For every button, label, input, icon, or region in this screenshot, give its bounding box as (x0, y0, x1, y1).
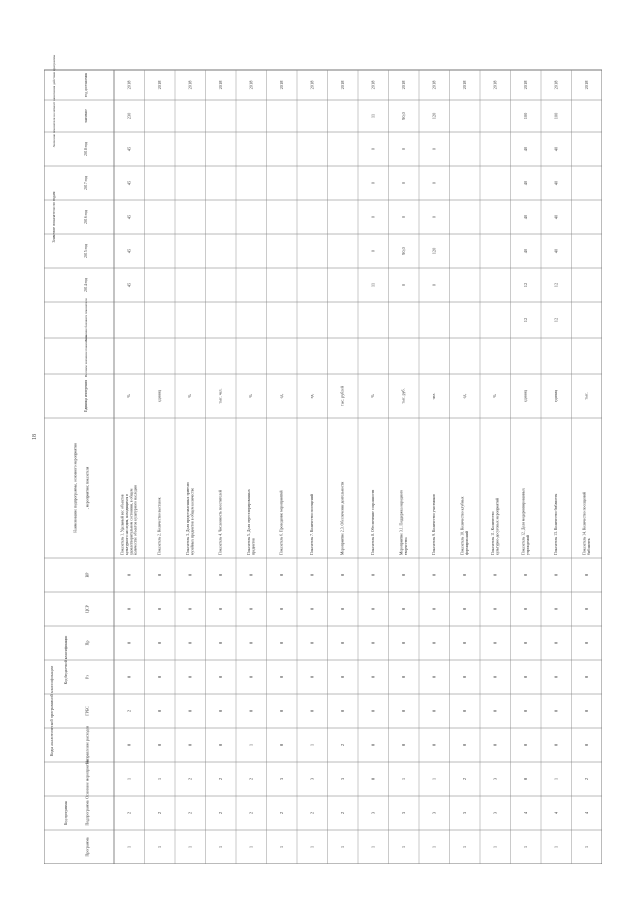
header-code-col: Подпрограмма (84, 800, 90, 826)
code-cell: 0 (583, 743, 589, 747)
code-cell: 0 (431, 709, 437, 713)
indicator-name: Показатель 2. Количество выставок (157, 497, 162, 555)
code-cell: 0 (156, 607, 162, 611)
unit-cell: ед. (309, 393, 315, 399)
code-cell: 1 (156, 845, 162, 849)
header-indicator-name: Наименование подпрограммы, основного мероприятия (73, 443, 78, 533)
code-cell: 3 (309, 777, 315, 781)
base-cell: 12 (522, 317, 528, 323)
indicator-name: Показатель 9. Количество участников (432, 494, 437, 555)
code-cell: 1 (431, 777, 437, 781)
code-cell: 0 (431, 573, 437, 577)
final-year-cell: 2018 (187, 80, 193, 90)
header-final-year: год достижения (83, 72, 88, 98)
final-year-cell: 2018 (461, 80, 467, 90)
indicator-name: удовлетворительном состоянии, в общем (129, 488, 134, 555)
final-year-cell: 2018 (248, 80, 254, 90)
code-cell: 0 (553, 709, 559, 713)
code-cell: 3 (400, 811, 406, 815)
code-cell: 2 (156, 811, 162, 815)
code-cell: 2 (583, 777, 589, 781)
unit-cell: % (248, 394, 254, 398)
code-cell: 1 (431, 845, 437, 849)
code-cell: 3 (492, 777, 498, 781)
final-value-cell: 100 (522, 112, 528, 120)
header-code-col: Рз (84, 675, 90, 679)
final-year-cell: 2018 (339, 80, 345, 90)
code-cell: 0 (461, 675, 467, 679)
year-value-cell: 0 (431, 215, 437, 219)
code-cell: 0 (339, 607, 345, 611)
code-cell: 0 (309, 709, 315, 713)
code-cell: 0 (461, 607, 467, 611)
unit-cell: % (370, 394, 376, 398)
header-code-budget: Код бюджетной классификации (63, 635, 68, 685)
header-values-group: Значение показателя по годам (50, 191, 56, 243)
unit-cell: ед. (461, 393, 467, 399)
code-cell: 0 (370, 777, 376, 781)
final-year-cell: 2018 (431, 80, 437, 90)
code-cell: 0 (187, 709, 193, 713)
year-value-cell: 40 (553, 248, 559, 254)
code-cell: 0 (583, 607, 589, 611)
header-final-value: значение (83, 109, 88, 123)
code-cell: 0 (431, 743, 437, 747)
unit-cell: тыс. рублей (339, 386, 345, 406)
indicator-name: Показатель 4. Численность посетителей (218, 490, 223, 555)
year-value-cell: 40 (522, 214, 528, 220)
code-cell: 0 (278, 743, 284, 747)
indicator-name: Мероприятие 3.1. Поддержка народного (399, 489, 404, 555)
code-cell: 0 (370, 709, 376, 713)
code-cell: 0 (278, 607, 284, 611)
code-cell: 0 (461, 573, 467, 577)
header-year: 2017 год (83, 176, 88, 190)
year-value-cell: 40 (522, 180, 528, 186)
code-cell: 3 (339, 777, 345, 781)
code-cell: 1 (461, 845, 467, 849)
year-value-cell: 45 (126, 214, 132, 220)
year-value-cell: 45 (126, 180, 132, 186)
code-cell: 2 (126, 811, 132, 815)
code-cell: 2 (339, 811, 345, 815)
code-cell: 0 (156, 743, 162, 747)
unit-cell: чел. (431, 392, 437, 400)
code-cell: 0 (553, 743, 559, 747)
code-cell: 0 (492, 709, 498, 713)
header-code-col: ГРБС (84, 706, 90, 716)
final-year-cell: 2018 (278, 80, 284, 90)
code-cell: 1 (309, 743, 315, 747)
code-cell: 0 (217, 709, 223, 713)
final-year-cell: 2018 (583, 80, 589, 90)
code-cell: 1 (583, 845, 589, 849)
code-cell: 1 (400, 845, 406, 849)
code-cell: 0 (370, 573, 376, 577)
header-base: Значение базового показателя (83, 298, 88, 342)
year-value-cell: 0 (370, 147, 376, 151)
final-year-cell: 2018 (492, 80, 498, 90)
code-cell: 0 (339, 709, 345, 713)
code-cell: 1 (553, 777, 559, 781)
code-cell: 0 (217, 607, 223, 611)
code-cell: 0 (553, 641, 559, 645)
year-value-cell: 12 (553, 282, 559, 288)
code-cell: 0 (278, 573, 284, 577)
year-value-cell: 0 (400, 283, 406, 287)
code-cell: 0 (278, 641, 284, 645)
indicator-name: Показатель 10. Количество клубных (460, 496, 465, 555)
code-cell: 0 (126, 607, 132, 611)
code-cell: 0 (370, 641, 376, 645)
indicator-name: библиотек (586, 538, 591, 555)
code-cell: 4 (583, 811, 589, 815)
base-cell: 12 (553, 317, 559, 323)
code-cell: 1 (126, 845, 132, 849)
final-year-cell: 2018 (400, 80, 406, 90)
code-cell: 0 (553, 675, 559, 679)
year-value-cell: 0 (370, 215, 376, 219)
indicator-name: Показатель 8. Обеспечение сохранности (371, 489, 376, 555)
year-value-cell: 0 (400, 147, 406, 151)
code-cell: 0 (156, 641, 162, 645)
code-cell: 1 (370, 845, 376, 849)
code-cell: 0 (492, 607, 498, 611)
year-value-cell: 0 (431, 147, 437, 151)
final-year-cell: 2018 (553, 80, 559, 90)
code-cell: 0 (522, 709, 528, 713)
code-cell: 0 (187, 743, 193, 747)
code-cell: 0 (522, 641, 528, 645)
code-cell: 0 (400, 641, 406, 645)
indicator-name: Показатель 5. Доля отреставрированных (246, 489, 251, 555)
header-unit: Единица измерения (83, 380, 88, 412)
code-cell: 0 (522, 573, 528, 577)
code-cell: 0 (492, 573, 498, 577)
code-cell: 1 (400, 777, 406, 781)
code-cell: 0 (400, 675, 406, 679)
code-cell: 1 (126, 777, 132, 781)
unit-cell: % (187, 394, 193, 398)
header-weight: Весовое значение показателя (83, 334, 88, 378)
code-cell: 0 (126, 675, 132, 679)
indicator-name: Показатель 3. Доля представленных зрителю (185, 482, 190, 555)
code-cell: 0 (309, 675, 315, 679)
unit-cell: единиц (553, 389, 559, 403)
code-cell: 0 (248, 607, 254, 611)
header-year: 2014 год (83, 278, 88, 292)
year-value-cell: 40 (553, 214, 559, 220)
code-cell: 0 (522, 743, 528, 747)
indicator-name: предметов (251, 538, 256, 555)
code-cell: 0 (217, 743, 223, 747)
code-cell: 0 (492, 675, 498, 679)
indicator-name: Показатель 1. Удельный вес объектов (120, 494, 125, 555)
final-value-cell: 230 (126, 112, 132, 120)
code-cell: 0 (461, 709, 467, 713)
code-cell: 0 (309, 607, 315, 611)
code-cell: 2 (217, 777, 223, 781)
code-cell: 2 (278, 811, 284, 815)
indicator-name: Показатель 12. Доля модернизированных (521, 488, 526, 555)
final-year-cell: 2018 (309, 80, 315, 90)
code-cell: 0 (370, 607, 376, 611)
header-code-col: Направление расходов (84, 725, 90, 765)
code-cell: 0 (156, 709, 162, 713)
header-code-col: ВР (84, 572, 90, 578)
year-value-cell: 12 (522, 282, 528, 288)
year-value-cell: 45 (126, 146, 132, 152)
code-cell: 0 (400, 607, 406, 611)
code-cell: 3 (431, 811, 437, 815)
code-cell: 3 (461, 811, 467, 815)
year-value-cell: 45 (126, 248, 132, 254)
indicator-name: Показатель 14. Количество посещений (582, 492, 587, 555)
indicator-name: Показатель 11. Количество (490, 511, 495, 555)
page-number: 18 (32, 434, 38, 440)
header-year: 2016 год (83, 210, 88, 224)
final-value-cell: 120 (431, 112, 437, 120)
code-cell: 0 (431, 675, 437, 679)
code-cell: 0 (492, 641, 498, 645)
final-year-cell: 2018 (370, 80, 376, 90)
unit-cell: ед. (278, 393, 284, 399)
code-cell: 3 (278, 777, 284, 781)
code-cell: 0 (431, 641, 437, 645)
year-value-cell: 40 (522, 146, 528, 152)
code-cell: 2 (187, 777, 193, 781)
header-code-col: Программа (84, 837, 90, 857)
unit-cell: тыс. руб. (400, 388, 406, 404)
header-code-program: Код программы (63, 801, 68, 825)
code-cell: 0 (553, 607, 559, 611)
code-cell: 2 (217, 811, 223, 815)
code-cell: 0 (217, 675, 223, 679)
code-cell: 1 (217, 845, 223, 849)
unit-cell: % (492, 394, 498, 398)
code-cell: 0 (583, 675, 589, 679)
indicator-name: учреждений (525, 535, 530, 555)
code-cell: 0 (431, 607, 437, 611)
code-cell: 1 (553, 845, 559, 849)
indicator-name: музейных предметов в общем количестве (190, 487, 195, 555)
code-cell: 0 (187, 641, 193, 645)
code-cell: 0 (400, 709, 406, 713)
year-value-cell: 0 (431, 283, 437, 287)
unit-cell: тыс. чел. (217, 388, 223, 404)
code-cell: 0 (309, 573, 315, 577)
code-cell: 1 (278, 845, 284, 849)
year-value-cell: 40 (553, 180, 559, 186)
code-cell: 0 (126, 641, 132, 645)
year-value-cell: 0 (400, 181, 406, 185)
rotated-table-sheet (44, 44, 602, 864)
code-cell: 0 (187, 675, 193, 679)
code-cell: 1 (187, 845, 193, 849)
year-value-cell: 0 (431, 181, 437, 185)
final-value-cell: 100 (553, 112, 559, 120)
code-cell: 0 (156, 675, 162, 679)
code-cell: 2 (461, 777, 467, 781)
header-year: 2018 год (83, 142, 88, 156)
code-cell: 0 (339, 573, 345, 577)
final-year-cell: 2018 (156, 80, 162, 90)
indicator-table (44, 44, 602, 864)
final-value-cell: 90,0 (400, 112, 406, 120)
header-final-group: Значение показателя на момент окончания действия программы (51, 54, 56, 148)
code-cell: 0 (492, 743, 498, 747)
code-cell: 0 (461, 743, 467, 747)
code-cell: 3 (492, 811, 498, 815)
code-cell: 0 (522, 675, 528, 679)
indicator-name: творчества (403, 537, 408, 555)
code-cell: 0 (248, 641, 254, 645)
code-cell: 2 (248, 811, 254, 815)
code-cell: 1 (339, 845, 345, 849)
unit-cell: единиц (522, 389, 528, 403)
code-cell: 0 (522, 607, 528, 611)
code-cell: 2 (248, 777, 254, 781)
unit-cell: тыс. (583, 392, 589, 400)
year-value-cell: 90,0 (400, 247, 406, 255)
indicator-name: формирований (464, 531, 469, 555)
year-value-cell: 0 (370, 249, 376, 253)
code-cell: 0 (187, 573, 193, 577)
code-cell: 0 (248, 573, 254, 577)
code-cell: 0 (248, 709, 254, 713)
indicator-name: Показатель 7. Количество посещений (310, 494, 315, 555)
code-cell: 2 (339, 743, 345, 747)
code-cell: 0 (278, 709, 284, 713)
code-cell: 0 (583, 573, 589, 577)
indicator-name: Показатель 13. Количество библиотек (554, 493, 559, 555)
code-cell: 0 (400, 743, 406, 747)
code-cell: 1 (522, 845, 528, 849)
code-cell: 0 (339, 641, 345, 645)
unit-cell: % (126, 394, 132, 398)
code-cell: 4 (522, 811, 528, 815)
code-cell: 2 (126, 709, 132, 713)
final-year-cell: 2018 (126, 80, 132, 90)
header-indicator-name-2: , мероприятия; показателя (85, 466, 90, 510)
header-code-col: Основное мероприятие (84, 759, 90, 799)
code-cell: 1 (248, 845, 254, 849)
header-code-group: Коды аналитической программной классификации (48, 665, 54, 757)
code-cell: 2 (309, 811, 315, 815)
header-year: 2015 год (83, 244, 88, 258)
code-cell: 1 (492, 845, 498, 849)
year-value-cell: 40 (553, 146, 559, 152)
year-value-cell: 11 (370, 282, 376, 288)
code-cell: 0 (553, 573, 559, 577)
code-cell: 0 (400, 573, 406, 577)
header-code-col: Пр (84, 640, 90, 646)
year-value-cell: 0 (400, 215, 406, 219)
code-cell: 0 (522, 777, 528, 781)
year-value-cell: 40 (522, 248, 528, 254)
indicator-name: культурного наследия, находящихся в (124, 493, 129, 555)
indicator-name: Показатель 6. Проведение мероприятий (279, 490, 284, 555)
header-code-col: ЦСР (84, 605, 90, 613)
code-cell: 0 (126, 743, 132, 747)
code-cell: 0 (217, 573, 223, 577)
year-value-cell: 120 (431, 247, 437, 255)
final-value-cell: 11 (370, 113, 376, 119)
indicator-name: количестве объектов культурного наследия (133, 485, 138, 555)
year-value-cell: 0 (370, 181, 376, 185)
code-cell: 1 (248, 743, 254, 747)
code-cell: 0 (156, 573, 162, 577)
year-value-cell: 45 (126, 282, 132, 288)
code-cell: 3 (370, 811, 376, 815)
code-cell: 0 (461, 641, 467, 645)
code-cell: 0 (217, 641, 223, 645)
final-year-cell: 2018 (217, 80, 223, 90)
code-cell: 1 (309, 845, 315, 849)
indicator-name: культурно-досуговых мероприятий (495, 498, 500, 555)
code-cell: 1 (156, 777, 162, 781)
code-cell: 0 (583, 641, 589, 645)
indicator-name: Мероприятие 2.3. Обеспечение деятельности (340, 481, 345, 555)
code-cell: 0 (370, 743, 376, 747)
code-cell: 0 (339, 675, 345, 679)
code-cell: 0 (278, 675, 284, 679)
code-cell: 0 (126, 573, 132, 577)
code-cell: 0 (248, 675, 254, 679)
code-cell: 0 (370, 675, 376, 679)
code-cell: 0 (187, 607, 193, 611)
code-cell: 0 (309, 641, 315, 645)
final-year-cell: 2018 (522, 80, 528, 90)
code-cell: 2 (187, 811, 193, 815)
unit-cell: единиц (156, 389, 162, 403)
code-cell: 0 (583, 709, 589, 713)
code-cell: 4 (553, 811, 559, 815)
